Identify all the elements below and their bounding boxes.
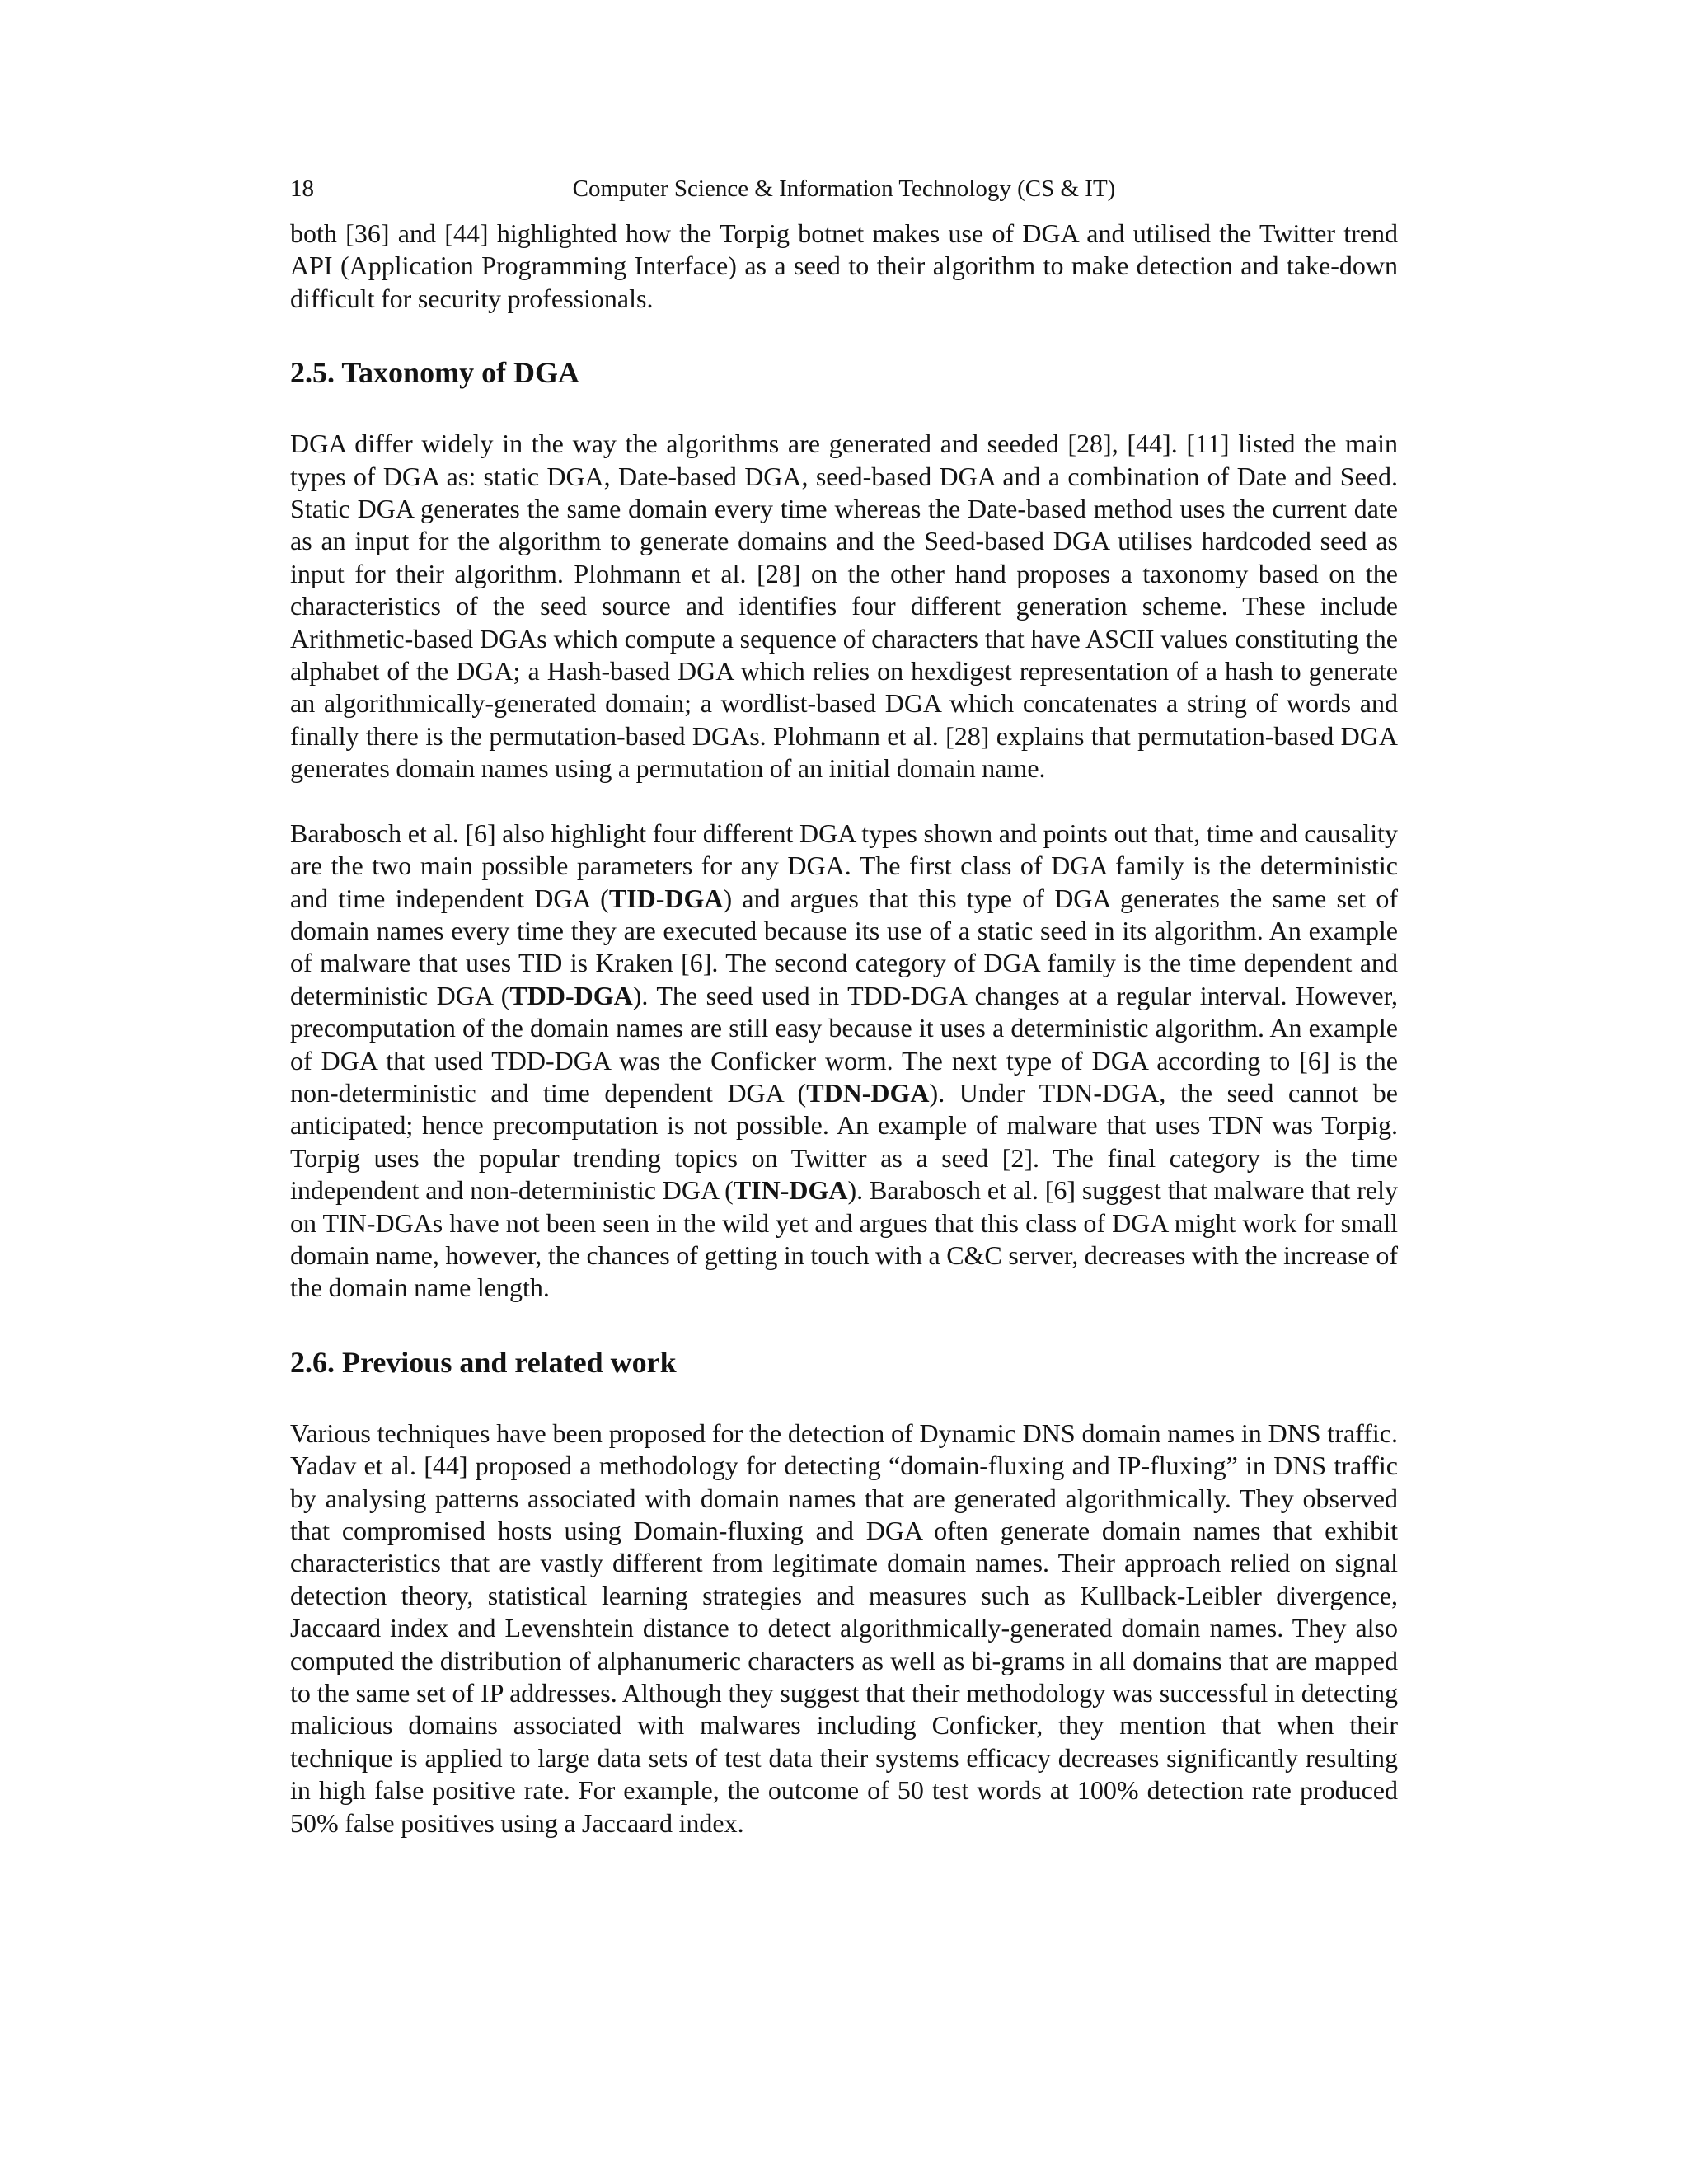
section-heading-taxonomy: 2.5. Taxonomy of DGA — [290, 356, 580, 390]
running-header — [290, 171, 1398, 207]
section-heading-related-work: 2.6. Previous and related work — [290, 1345, 677, 1379]
running-title: Computer Science & Information Technology (CS & IT) — [572, 176, 1116, 202]
paragraph-text: Barabosch et al. [6] also highlight four different DGA types shown and points out that, time and causality are the two main possible parameters for any DGA. The first class of DGA family is the deterministic and time independent DGA ( — [290, 818, 1398, 913]
paragraph-text: ) and argues that this type of DGA generates the same set of domain names every time they are executed because its use of a static seed in its algorithm. An example of malware that uses TID is Kraken [6]. The second category of DGA family is the time dependent and deterministic DGA ( — [290, 883, 1399, 1010]
intro-paragraph: both [36] and [44] highlighted how the Torpig botnet makes use of DGA and utilised the Twitter trend API (Application Programming Interface) as a seed to their algorithm to make detection and take-down difficult for security professionals. — [290, 218, 1398, 313]
taxonomy-paragraph-1: DGA differ widely in the way the algorithms are generated and seeded [28], [44]. [11] listed the main types of DGA as: static DGA, Date-based DGA, seed-based DGA and a combination of Date and Seed. Static DGA generates the same domain every time whereas the Date-based method uses the current date as an input for the algorithm to generate domains and the Seed-based DGA utilises hardcoded seed as input for their algorithm. Plohmann et al. [28] on the other hand proposes a taxonomy based on the characteristics of the seed source and identifies four different generation scheme. These include Arithmetic-based DGAs which compute a sequence of characters that have ASCII values constituting the alphabet of the DGA; a Hash-based DGA which relies on hexdigest representation of a hash to generate an algorithmically-generated domain; a wordlist-based DGA which concatenates a string of words and finally there is the permutation-based DGAs. Plohmann et al. [28] explains that permutation-based DGA generates domain names using a permutation of an initial domain name. — [290, 429, 1398, 784]
paragraph-text: ). Under TDN-DGA, the seed cannot be anticipated; hence precomputation is not possible. An example of malware that uses TDN was Torpig. Torpig uses the popular trending topics on Twitter as a seed [2]. The final category is the time independent and non-deterministic DGA ( — [290, 1077, 1399, 1206]
paragraph-text: ). The seed used in TDD-DGA changes at a regular interval. However, precomputation of the domain names are still easy because it uses a deterministic algorithm. An example of DGA that used TDD-DGA was the Conficker worm. The next type of DGA according to [6] is the non-deterministic and time dependent DGA ( — [290, 980, 1399, 1108]
term-tin-dga: TIN-DGA — [733, 1175, 848, 1206]
term-tid-dga: TID-DGA — [608, 883, 724, 913]
paragraph-text: ). Barabosch et al. [6] suggest that malware that rely on TIN-DGAs have not been seen in the wild yet and argues that this class of DGA might work for small domain name, however, the chances of getting in touch with a C&C server, decreases with the increase of the domain name length. — [290, 1175, 1399, 1303]
related-work-paragraph: Various techniques have been proposed for the detection of Dynamic DNS domain names in DNS traffic. Yadav et al. [44] proposed a methodology for detecting “domain-fluxing and IP-fluxing” in DNS traffic by analysing patterns associated with domain names that are generated algorithmically. They observed that compromised hosts using Domain-fluxing and DGA often generate domain names that exhibit characteristics that are vastly different from legitimate domain names. Their approach relied on signal detection theory, statistical learning strategies and measures such as Kullback-Leibler divergence, Jaccaard index and Levenshtein distance to detect algorithmically-generated domain names. They also computed the distribution of alphanumeric characters as well as bi-grams in all domains that are mapped to the same set of IP addresses. Although they suggest that their methodology was successful in detecting malicious domains associated with malwares including Conficker, they mention that when their technique is applied to large data sets of test data their systems efficacy decreases significantly resulting in high false positive rate. For example, the outcome of 50 test words at 100% detection rate produced 50% false positives using a Jaccaard index. — [290, 1418, 1398, 1838]
term-tdn-dga: TDN-DGA — [806, 1077, 930, 1108]
body-text — [290, 218, 1398, 1840]
taxonomy-paragraph-2 — [290, 818, 1398, 1305]
term-tdd-dga: TDD-DGA — [509, 980, 633, 1010]
page-number: 18 — [290, 176, 314, 202]
